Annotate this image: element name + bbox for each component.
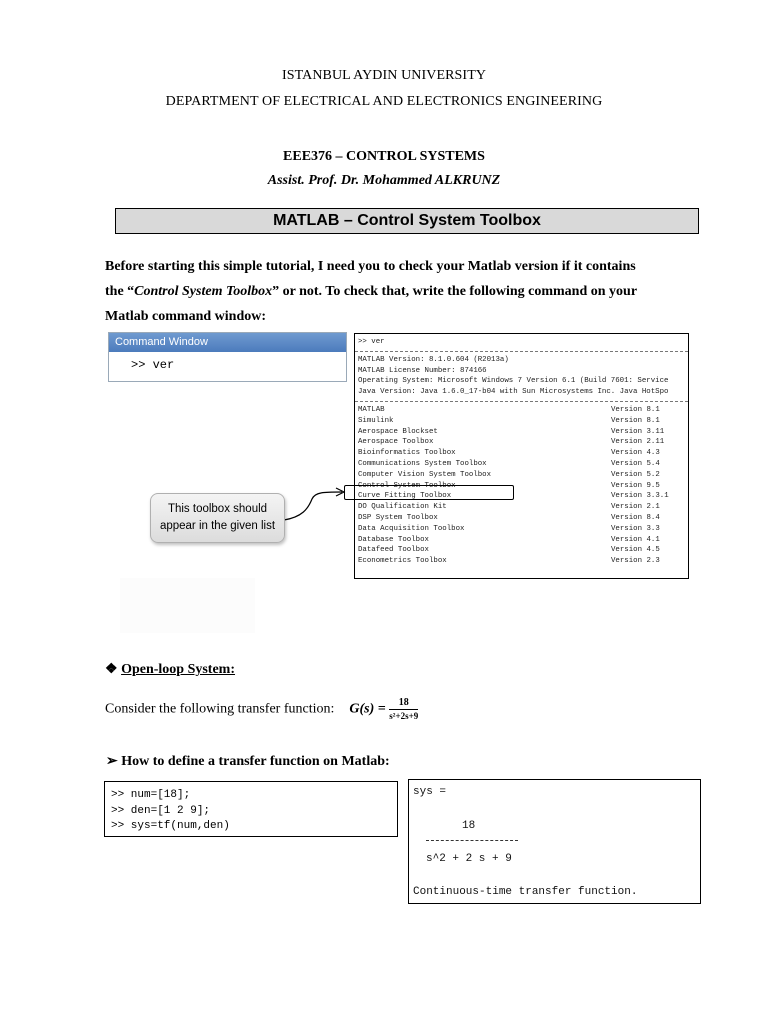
toolbox-row xyxy=(355,535,688,546)
openloop-heading xyxy=(105,661,235,678)
code-line: >> num=[18]; xyxy=(111,789,191,801)
toolbox-version: Version 8.1 xyxy=(611,416,660,425)
toolbox-name: Computer Vision System Toolbox xyxy=(358,470,492,479)
toolbox-version: Version 4.3 xyxy=(611,449,660,458)
intro-emphasis: Control System Toolbox xyxy=(134,284,273,299)
fraction-bar xyxy=(426,840,518,841)
toolbox-version: Version 9.5 xyxy=(611,481,660,490)
command-window-line xyxy=(131,358,346,372)
callout-line-2: appear in the given list xyxy=(159,520,276,532)
intro-line-2 xyxy=(105,279,665,304)
toolbox-version: Version 2.3 xyxy=(611,557,660,566)
toolbox-row xyxy=(355,524,688,535)
ver-info-line: MATLAB License Number: 874166 xyxy=(358,366,487,375)
callout-line-1: This toolbox should xyxy=(167,503,268,515)
ver-info-line: Operating System: Microsoft Windows 7 Version 6.1 (Build 7601: Service xyxy=(358,377,669,386)
toolbox-name: Aerospace Toolbox xyxy=(358,438,434,447)
toolbox-version: Version 8.1 xyxy=(611,405,660,414)
course-title: EEE376 – CONTROL SYSTEMS xyxy=(283,149,485,164)
toolbox-row xyxy=(355,427,688,438)
intro-line-1: Before starting this simple tutorial, I need you to check your Matlab version if it contains xyxy=(105,259,636,274)
toolbox-name: Control System Toolbox xyxy=(358,481,456,490)
toolbox-row xyxy=(355,459,688,470)
toolbox-version: Version 2.11 xyxy=(611,438,665,447)
toolbox-name: Bioinformatics Toolbox xyxy=(358,449,456,458)
toolbox-name: Econometrics Toolbox xyxy=(358,557,447,566)
toolbox-row xyxy=(355,545,688,556)
university-name: ISTANBUL AYDIN UNIVERSITY xyxy=(281,68,487,83)
toolbox-version: Version 5.2 xyxy=(611,470,660,479)
intro-line-2-post: ” or not. To check that, write the following command on your xyxy=(272,284,638,299)
toolbox-name: Aerospace Blockset xyxy=(358,427,438,436)
toolbox-name: DSP System Toolbox xyxy=(358,513,438,522)
tf-denominator: s²+2s+9 xyxy=(389,711,419,721)
toolbox-row xyxy=(355,513,688,524)
output-denominator: s^2 + 2 s + 9 xyxy=(426,853,512,865)
toolbox-row xyxy=(355,470,688,481)
intro-paragraph xyxy=(105,254,665,329)
output-note: Continuous-time transfer function. xyxy=(413,886,638,898)
highlight-box xyxy=(344,485,514,500)
toolbox-version: Version 4.5 xyxy=(611,546,660,555)
toolbox-version: Version 4.1 xyxy=(611,535,660,544)
command-window xyxy=(108,332,347,382)
arrow-bullet-icon: ➢ xyxy=(106,754,118,769)
code-output-box xyxy=(408,779,701,904)
toolbox-row xyxy=(355,448,688,459)
output-label: sys = xyxy=(413,786,447,798)
toolbox-row xyxy=(355,405,688,416)
define-heading xyxy=(106,753,390,770)
ver-command-line: >> ver xyxy=(358,338,385,346)
tf-fraction xyxy=(389,697,418,722)
ver-info-line: Java Version: Java 1.6.0_17-b04 with Sun Microsystems Inc. Java HotSpo xyxy=(358,388,669,397)
toolbox-name: MATLAB xyxy=(358,405,385,414)
toolbox-row xyxy=(355,556,688,567)
transfer-function-line xyxy=(105,697,418,722)
define-title: How to define a transfer function on Matlab: xyxy=(121,754,390,769)
toolbox-name: Datafeed Toolbox xyxy=(358,546,429,555)
code-input-box xyxy=(104,781,398,837)
toolbox-name: Database Toolbox xyxy=(358,535,429,544)
toolbox-row xyxy=(355,416,688,427)
ver-output-panel xyxy=(354,333,689,579)
toolbox-name: Communications System Toolbox xyxy=(358,459,487,468)
openloop-title: Open-loop System: xyxy=(121,662,236,677)
divider xyxy=(355,401,688,402)
command-text: ver xyxy=(152,358,175,372)
code-line: >> den=[1 2 9]; xyxy=(111,804,211,817)
section-banner: MATLAB – Control System Toolbox xyxy=(115,208,699,234)
instructor-name: Assist. Prof. Dr. Mohammed ALKRUNZ xyxy=(267,173,501,188)
toolbox-version: Version 3.3 xyxy=(611,524,660,533)
callout-bubble xyxy=(150,493,285,543)
toolbox-row xyxy=(355,502,688,513)
toolbox-name: Curve Fitting Toolbox xyxy=(358,492,452,501)
toolbox-name: Simulink xyxy=(358,416,394,425)
toolbox-name: Data Acquisition Toolbox xyxy=(358,524,465,533)
tf-numerator: 18 xyxy=(389,697,418,710)
diamond-bullet-icon: ❖ xyxy=(105,662,118,677)
prompt: >> xyxy=(131,358,146,372)
department-name: DEPARTMENT OF ELECTRICAL AND ELECTRONICS ENGINEERING xyxy=(165,94,603,109)
divider xyxy=(355,351,688,352)
code-line: >> sys=tf(num,den) xyxy=(111,820,230,832)
toolbox-version: Version 5.4 xyxy=(611,459,660,468)
toolbox-version: Version 3.3.1 xyxy=(611,492,669,501)
intro-line-2-pre: the “ xyxy=(105,284,135,299)
blank-region xyxy=(120,578,255,633)
toolbox-version: Version 2.1 xyxy=(611,503,660,512)
toolbox-version: Version 3.11 xyxy=(611,427,665,436)
toolbox-name: DO Qualification Kit xyxy=(358,503,447,512)
toolbox-row xyxy=(355,437,688,448)
ver-info-line: MATLAB Version: 8.1.0.604 (R2013a) xyxy=(358,355,509,364)
intro-line-3: Matlab command window: xyxy=(105,309,267,324)
tf-sentence: Consider the following transfer function: xyxy=(105,701,335,717)
callout-arrow-icon xyxy=(280,485,350,525)
command-window-title: Command Window xyxy=(109,333,346,352)
tf-lhs: G(s) = xyxy=(349,701,386,717)
output-numerator: 18 xyxy=(462,820,476,832)
toolbox-version: Version 8.4 xyxy=(611,513,660,522)
